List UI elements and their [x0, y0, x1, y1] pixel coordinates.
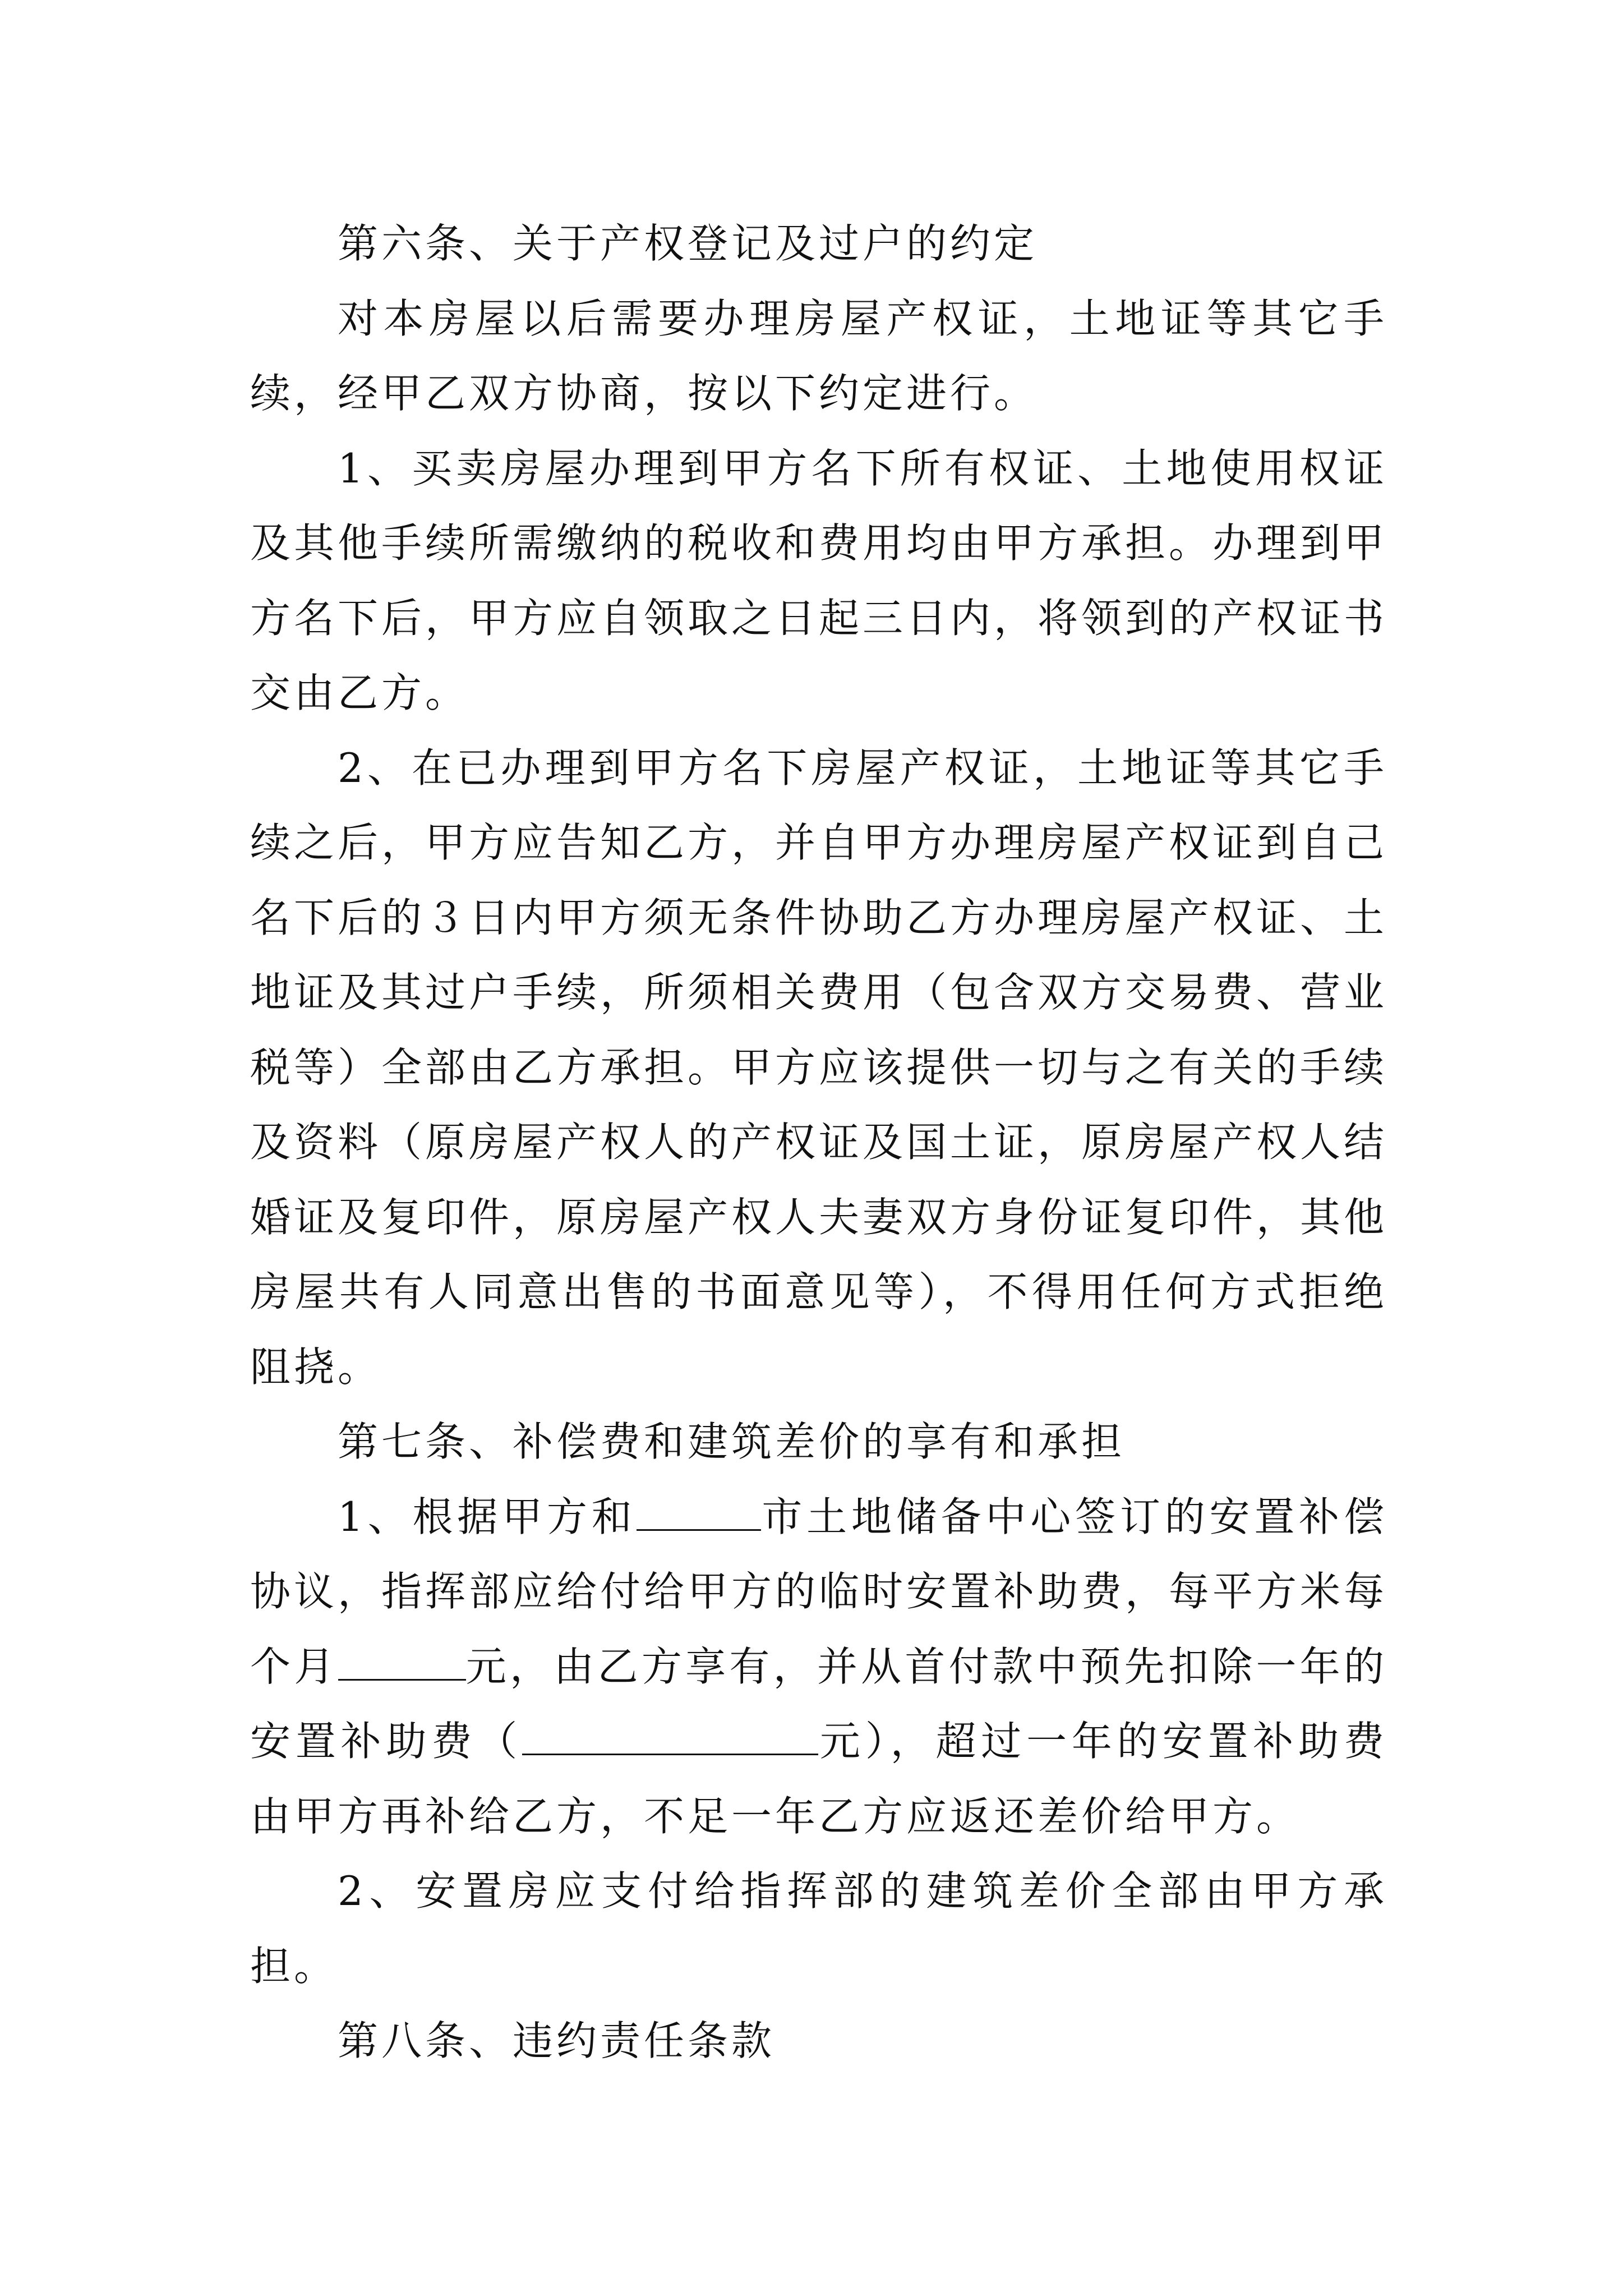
document-body [250, 206, 1387, 2079]
article-7-item-2: 2、安置房应支付给指挥部的建筑差价全部由甲方承担。 [250, 1867, 1387, 1990]
article-7-item-1-text-c: 元，由乙方享有，并从首付款中预先扣除一年的安置补助费（ [250, 1642, 1387, 1765]
article-7-item-1-text-d: 元），超过一年的安置补助费由甲方再补给乙方，不足一年乙方应返还差价给甲方。 [250, 1718, 1387, 1840]
article-6-intro: 对本房屋以后需要办理房屋产权证，土地证等其它手续，经甲乙双方协商，按以下约定进行。 [250, 295, 1387, 417]
fill-in-blank-city [637, 1497, 761, 1531]
fill-in-blank-annual-amount [522, 1721, 818, 1755]
fill-in-blank-monthly-amount [338, 1646, 466, 1681]
article-7-item-1-text-a: 1、根据甲方和 [338, 1493, 637, 1540]
article-7-item-1-text-b: 市土地储备中心签订的安置补偿协议，指挥部应给付给甲方的临时安置补助费，每平方米每个月 [250, 1493, 1388, 1690]
article-7-heading: 第七条、补偿费和建筑差价的享有和承担 [338, 1418, 1126, 1465]
article-6-heading: 第六条、关于产权登记及过户的约定 [338, 220, 1038, 267]
article-6-item-2: 2、在已办理到甲方名下房屋产权证，土地证等其它手续之后，甲方应告知乙方，并自甲方办理房屋产权证到自己名下后的３日内甲方须无条件协助乙方办理房屋产权证、土地证及其过户手续，所须相关费用（包含双方交易费、营业税等）全部由乙方承担。甲方应该提供一切与之有关的手续及资料（原房屋产权人的产权证及国土证，原房屋产权人结婚证及复印件，原房屋产权人夫妻双方身份证复印件，其他房屋共有人同意出售的书面意见等），不得用任何方式拒绝阻挠。 [250, 744, 1388, 1391]
article-7-item-1 [250, 1480, 1387, 1855]
article-8-heading: 第八条、违约责任条款 [338, 2017, 776, 2064]
article-6-item-1: 1、买卖房屋办理到甲方名下所有权证、土地使用权证及其他手续所需缴纳的税收和费用均由甲方承担。办理到甲方名下后，甲方应自领取之日起三日内，将领到的产权证书交由乙方。 [250, 444, 1388, 716]
